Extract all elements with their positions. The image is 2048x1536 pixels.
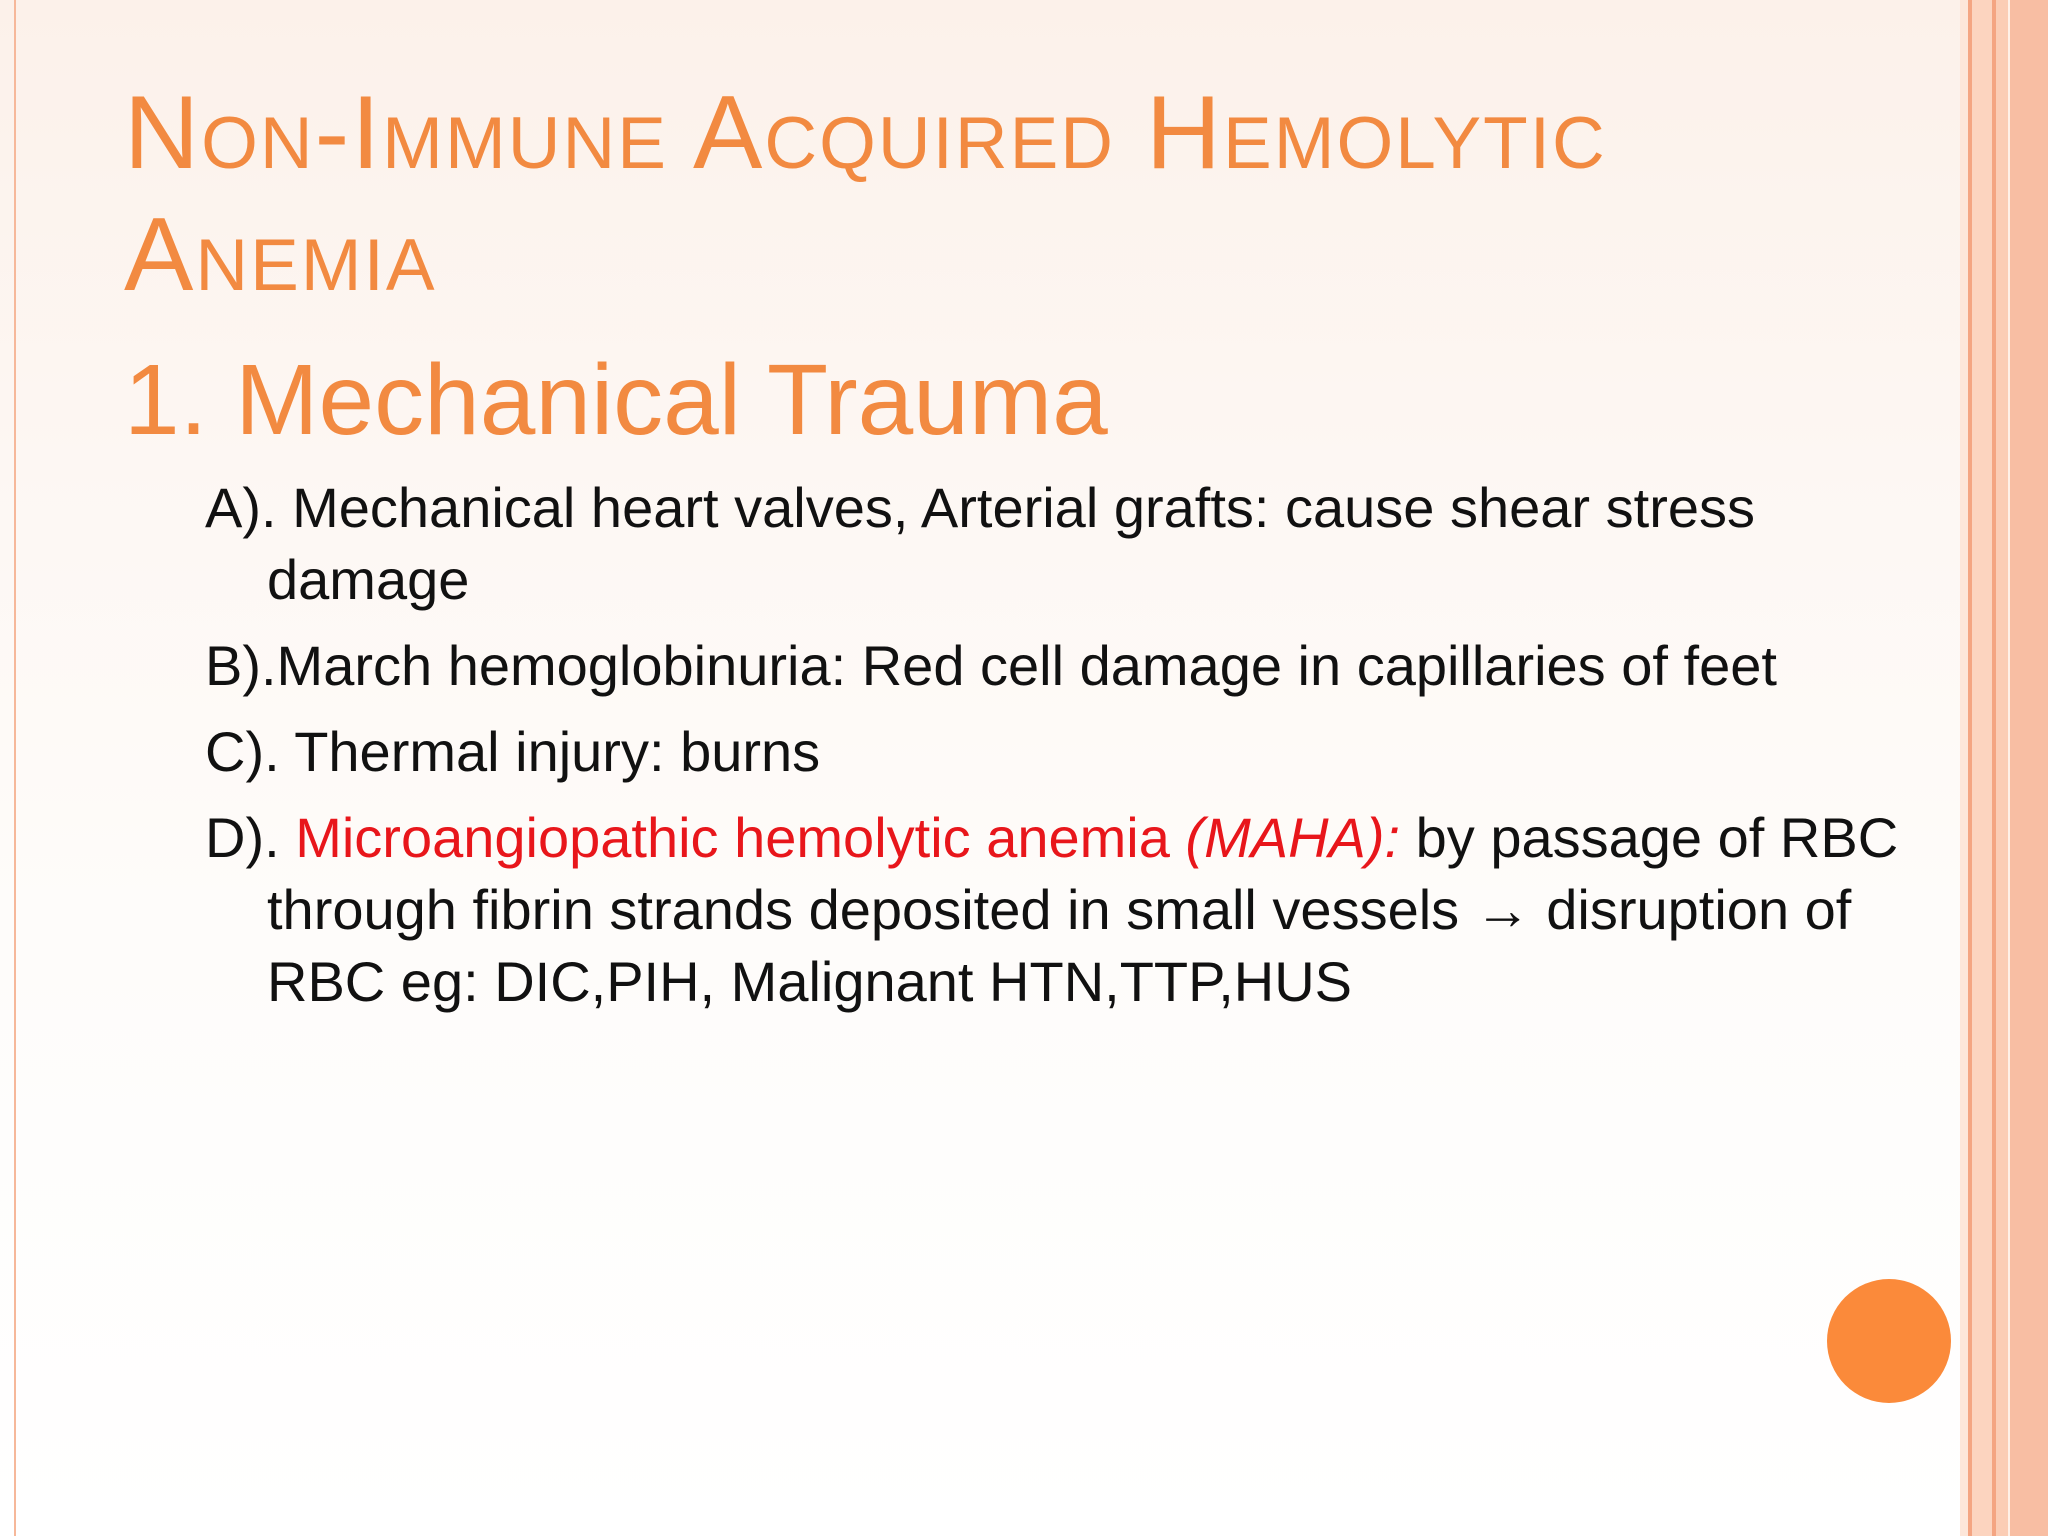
stripe-1 — [1960, 0, 1968, 1536]
item-d-highlight: Microangiopathic hemolytic anemia — [295, 806, 1170, 869]
left-border-line — [14, 0, 16, 1536]
stripe-3 — [1972, 0, 1992, 1536]
slide-title — [124, 72, 1724, 316]
stripe-7 — [2010, 0, 2048, 1536]
decorative-stripes — [1960, 0, 2048, 1536]
title-line-2: Anemia — [124, 197, 437, 313]
item-d-abbreviation: (MAHA): — [1169, 806, 1401, 869]
list-item-a: A). Mechanical heart valves, Arterial grafts: cause shear stress damage — [205, 476, 1755, 611]
stripe-5 — [1996, 0, 2008, 1536]
title-line-1: Non-Immune Acquired Hemolytic — [124, 75, 1607, 191]
list-item-b: B).March hemoglobinuria: Red cell damage in capillaries of feet — [205, 634, 1777, 697]
decorative-circle — [1827, 1279, 1951, 1403]
section-heading: 1. Mechanical Trauma — [124, 344, 1108, 456]
list-item-c: C). Thermal injury: burns — [205, 720, 821, 783]
bullet-list — [205, 472, 1905, 1032]
item-d-rest: by passage of RBC through fibrin strands deposited in small vessels → disruption of RBC eg: DIC,PIH, Malignant HTN,TTP,HUS — [267, 806, 1899, 1013]
item-d-prefix: D). — [205, 806, 296, 869]
list-item-d — [205, 802, 1905, 1018]
